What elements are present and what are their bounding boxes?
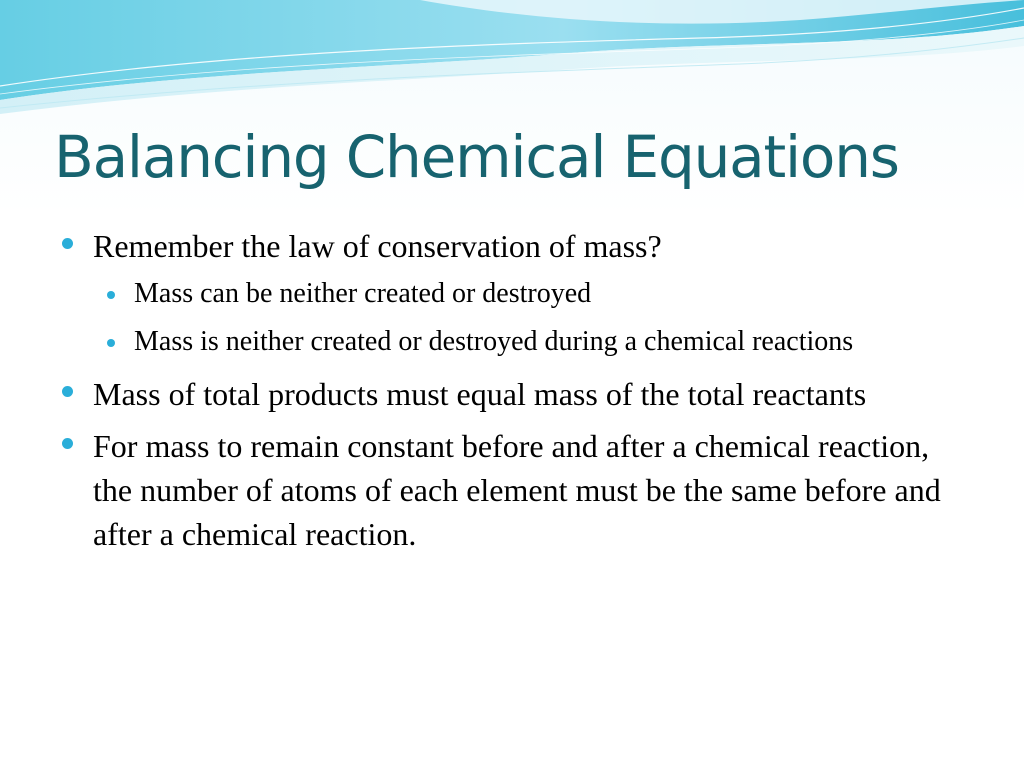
bullet-dot-icon xyxy=(62,386,73,397)
bullet-text: Mass of total products must equal mass of the total reactants xyxy=(93,376,867,412)
bullet-item xyxy=(62,424,962,556)
slide-title: Balancing Chemical Equations xyxy=(54,123,899,191)
sub-bullet-item xyxy=(103,322,962,362)
bullet-dot-icon xyxy=(107,291,115,299)
bullet-list xyxy=(62,224,962,556)
sub-bullet-item xyxy=(103,274,962,314)
bullet-item xyxy=(62,372,962,416)
bullet-item xyxy=(62,224,962,268)
bullet-dot-icon xyxy=(62,438,73,449)
bullet-dot-icon xyxy=(107,339,115,347)
sub-bullet-text: Mass is neither created or destroyed during a chemical reactions xyxy=(134,326,854,357)
bullet-text: For mass to remain constant before and after a chemical reaction, the number of atoms of each element must be the same before and after a chemical reaction. xyxy=(93,428,941,552)
bullet-text: Remember the law of conservation of mass? xyxy=(93,228,662,264)
bullet-dot-icon xyxy=(62,238,73,249)
sub-bullet-text: Mass can be neither created or destroyed xyxy=(134,278,592,309)
wave-header-decoration xyxy=(0,0,1024,120)
